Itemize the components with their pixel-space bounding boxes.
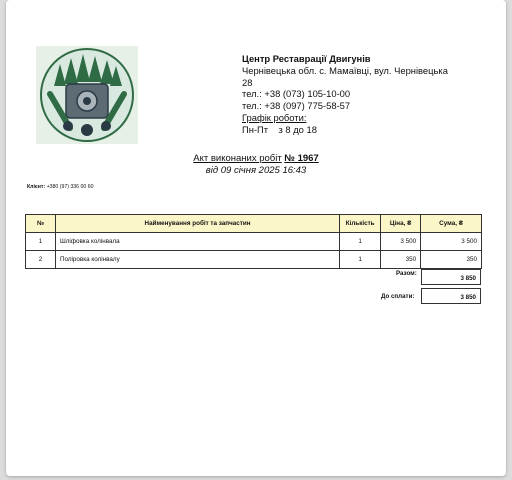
act-number: № 1967	[284, 153, 319, 164]
act-date: від 09 січня 2025 16:43	[205, 164, 307, 176]
company-phone-2: тел.: +38 (097) 775-58-57	[242, 100, 351, 112]
row-quantity: 1	[340, 233, 381, 251]
row-number: 2	[26, 251, 56, 269]
header-number: №	[26, 215, 56, 233]
row-name: Шліфовка колінвала	[55, 233, 339, 251]
document-page	[6, 0, 506, 476]
total-value: 3 850	[421, 269, 481, 285]
services-table	[25, 214, 482, 269]
company-name: Центр Реставрації Двигунів	[242, 53, 371, 64]
table-row	[26, 251, 482, 269]
row-sum: 350	[421, 251, 482, 269]
client-phone: +380 (97) 336 00 60	[46, 184, 94, 190]
schedule-hours: Пн-Пт з 8 до 18	[242, 123, 317, 135]
company-address: Чернівецька обл. с. Мамаївці, вул. Чернівецька 28	[242, 64, 448, 88]
header-quantity: Кількість	[340, 215, 381, 233]
schedule-label: Графік роботи:	[242, 111, 307, 123]
client-label: Клієнт:	[27, 184, 46, 190]
row-price: 3 500	[381, 233, 421, 251]
row-quantity: 1	[340, 251, 381, 269]
company-phone-1: тел.: +38 (073) 105-10-00	[242, 88, 351, 100]
row-price: 350	[381, 251, 421, 269]
header-name: Найменування робіт та запчастин	[55, 215, 339, 233]
table-header-row	[26, 215, 482, 233]
act-heading	[6, 153, 506, 177]
header-sum: Сума, ₴	[421, 215, 482, 233]
pay-label: До сплати:	[381, 293, 415, 300]
table-row	[26, 233, 482, 251]
pay-value: 3 850	[421, 288, 481, 304]
act-title: Акт виконаних робіт	[193, 153, 282, 164]
header-price: Ціна, ₴	[381, 215, 421, 233]
total-label: Разом:	[396, 270, 417, 277]
client-info	[27, 184, 94, 190]
company-info	[242, 53, 448, 136]
row-name: Полірoвка колінвалу	[55, 251, 339, 269]
row-number: 1	[26, 233, 56, 251]
engine-restoration-logo	[36, 46, 138, 144]
row-sum: 3 500	[421, 233, 482, 251]
